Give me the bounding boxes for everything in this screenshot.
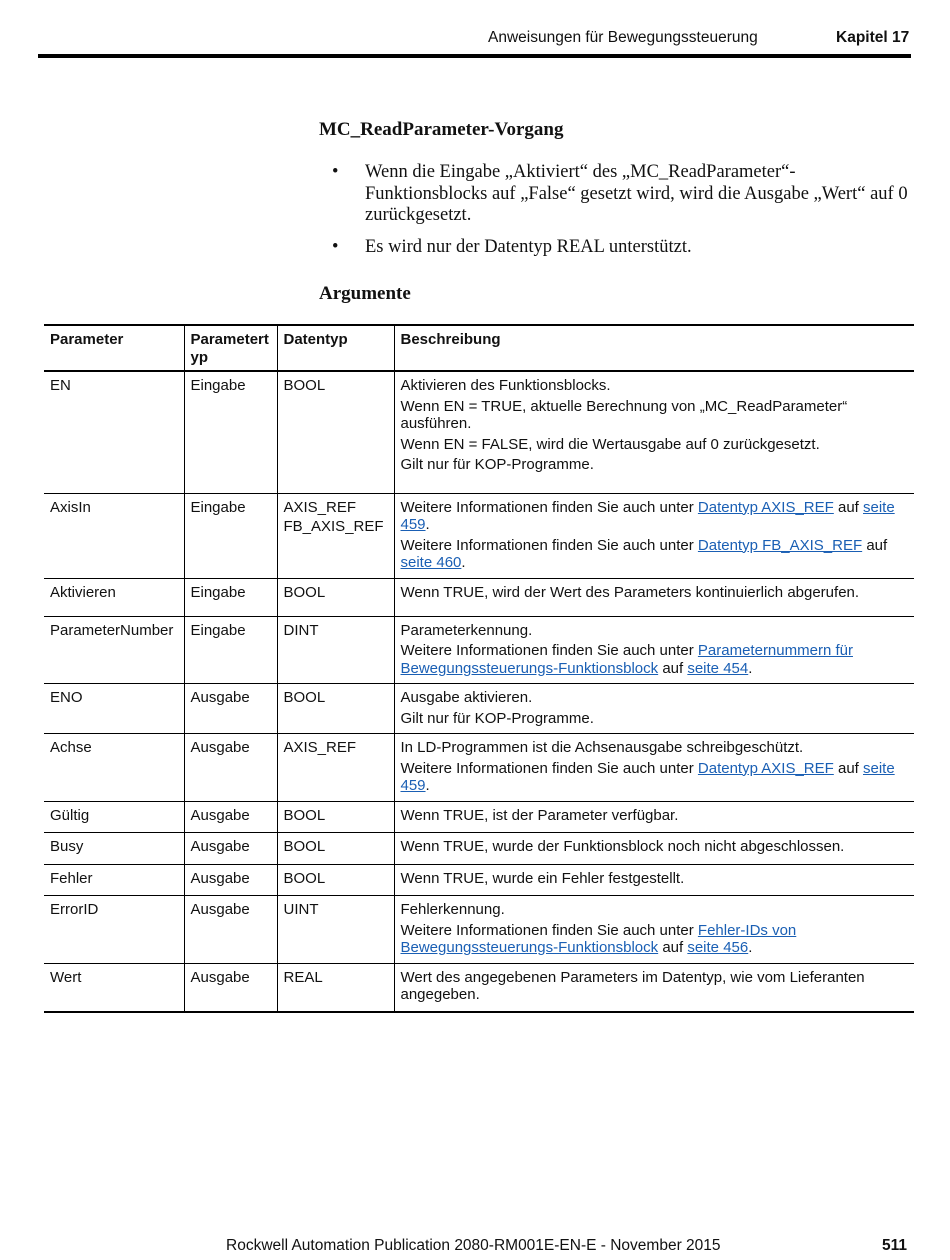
cross-reference-link[interactable]: seite 456 bbox=[687, 939, 749, 956]
datatype-value: DINT bbox=[283, 621, 319, 639]
table-row bbox=[44, 616, 914, 684]
table-row bbox=[44, 833, 914, 865]
description-line bbox=[401, 922, 909, 957]
cell-parametertyp: Ausgabe bbox=[184, 684, 277, 734]
cell-parameter: AxisIn bbox=[44, 493, 184, 578]
description-text: auf bbox=[833, 759, 863, 777]
description-text: Weitere Informationen finden Sie auch unter bbox=[400, 536, 698, 554]
cell-datentyp bbox=[277, 371, 394, 493]
datatype-value: AXIS_REF bbox=[283, 498, 357, 516]
cell-parameter: ParameterNumber bbox=[44, 616, 184, 684]
cell-parameter: ErrorID bbox=[44, 896, 184, 964]
description-text: Wenn EN = TRUE, aktuelle Berechnung von „MC_ReadParameter“ ausführen. bbox=[400, 397, 848, 432]
cross-reference-link[interactable]: Datentyp AXIS_REF bbox=[697, 759, 834, 777]
description-line bbox=[401, 622, 909, 640]
datatype-value: AXIS_REF bbox=[283, 739, 357, 756]
table-row bbox=[44, 963, 914, 1012]
cell-parameter: EN bbox=[44, 371, 184, 493]
description-text: Wenn TRUE, wurde ein Fehler festgestellt. bbox=[400, 869, 685, 887]
cell-parameter: Fehler bbox=[44, 864, 184, 896]
running-header-chapter: Kapitel 17 bbox=[836, 29, 910, 46]
cell-beschreibung bbox=[394, 833, 914, 865]
cell-beschreibung bbox=[394, 963, 914, 1012]
description-line bbox=[401, 537, 909, 572]
description-line bbox=[401, 969, 909, 1004]
description-line bbox=[401, 377, 909, 395]
cross-reference-link[interactable]: Datentyp FB_AXIS_REF bbox=[697, 536, 863, 554]
table-row bbox=[44, 371, 914, 493]
cross-reference-link[interactable]: Datentyp AXIS_REF bbox=[697, 498, 834, 516]
description-text: auf bbox=[658, 939, 688, 956]
description-text: auf bbox=[658, 659, 688, 677]
column-header-datentyp: Datentyp bbox=[277, 325, 394, 371]
table-row bbox=[44, 734, 914, 802]
table-row bbox=[44, 578, 914, 616]
cell-datentyp bbox=[277, 801, 394, 833]
datatype-value: BOOL bbox=[283, 869, 326, 887]
description-text: Aktivieren des Funktionsblocks. bbox=[400, 377, 611, 394]
description-text: Weitere Informationen finden Sie auch unter bbox=[400, 921, 698, 939]
column-header-parameter: Parameter bbox=[44, 325, 184, 371]
cell-parameter: Achse bbox=[44, 734, 184, 802]
footer-publication: Rockwell Automation Publication 2080-RM001E-EN-E - November 2015 bbox=[226, 1237, 721, 1254]
cell-parametertyp: Ausgabe bbox=[184, 833, 277, 865]
datatype-value: BOOL bbox=[283, 583, 326, 601]
description-text: Gilt nur für KOP-Programme. bbox=[400, 456, 594, 473]
bullet-dot: • bbox=[332, 236, 339, 257]
table-row bbox=[44, 864, 914, 896]
cell-parametertyp: Ausgabe bbox=[184, 864, 277, 896]
datatype-value: BOOL bbox=[283, 838, 326, 855]
cell-datentyp bbox=[277, 734, 394, 802]
description-text: . bbox=[425, 777, 430, 794]
description-line bbox=[401, 584, 909, 602]
cross-reference-link[interactable]: seite 459 bbox=[400, 498, 895, 533]
cell-parametertyp: Ausgabe bbox=[184, 896, 277, 964]
description-text: Wenn TRUE, ist der Parameter verfügbar. bbox=[400, 806, 679, 824]
cell-beschreibung bbox=[394, 734, 914, 802]
description-line bbox=[401, 901, 909, 919]
bullet-item bbox=[332, 162, 910, 227]
cell-beschreibung bbox=[394, 896, 914, 964]
cell-datentyp bbox=[277, 578, 394, 616]
description-text: . bbox=[461, 554, 466, 571]
description-text: . bbox=[748, 939, 753, 956]
cell-datentyp bbox=[277, 864, 394, 896]
description-text: Weitere Informationen finden Sie auch unter bbox=[400, 759, 698, 777]
description-text: Parameterkennung. bbox=[400, 621, 533, 639]
bullet-list bbox=[332, 162, 910, 268]
table-row bbox=[44, 896, 914, 964]
description-line bbox=[401, 689, 909, 707]
arguments-table bbox=[44, 324, 914, 1013]
description-text: Wenn EN = FALSE, wird die Wertausgabe auf 0 zurückgesetzt. bbox=[400, 435, 820, 453]
cell-parameter: ENO bbox=[44, 684, 184, 734]
cell-beschreibung bbox=[394, 684, 914, 734]
table-row bbox=[44, 684, 914, 734]
cell-parametertyp: Eingabe bbox=[184, 578, 277, 616]
header-rule bbox=[38, 54, 911, 58]
cell-parametertyp: Ausgabe bbox=[184, 801, 277, 833]
cell-beschreibung bbox=[394, 493, 914, 578]
cell-parametertyp: Eingabe bbox=[184, 371, 277, 493]
datatype-value: FB_AXIS_REF bbox=[283, 518, 384, 535]
datatype-value: BOOL bbox=[283, 689, 326, 706]
cell-beschreibung bbox=[394, 616, 914, 684]
page-number: 511 bbox=[882, 1237, 908, 1254]
description-text: . bbox=[748, 659, 753, 677]
cross-reference-link[interactable]: Fehler-IDs von Bewegungssteuerungs-Funktionsblock bbox=[400, 921, 797, 956]
cell-parametertyp: Ausgabe bbox=[184, 963, 277, 1012]
bullet-item bbox=[332, 237, 910, 259]
cross-reference-link[interactable]: seite 460 bbox=[400, 554, 462, 571]
description-line bbox=[401, 870, 909, 888]
running-header-section: Anweisungen für Bewegungssteuerung bbox=[488, 29, 758, 46]
description-line bbox=[401, 456, 909, 474]
section-title: MC_ReadParameter-Vorgang bbox=[319, 119, 564, 140]
cell-datentyp bbox=[277, 963, 394, 1012]
cell-parameter: Busy bbox=[44, 833, 184, 865]
cell-datentyp bbox=[277, 616, 394, 684]
description-line bbox=[401, 807, 909, 825]
description-text: Weitere Informationen finden Sie auch unter bbox=[400, 498, 698, 516]
arguments-title: Argumente bbox=[319, 283, 411, 304]
description-text: Ausgabe aktivieren. bbox=[400, 689, 533, 706]
description-text: auf bbox=[862, 536, 888, 554]
cell-parameter: Wert bbox=[44, 963, 184, 1012]
description-text: auf bbox=[833, 498, 863, 516]
datatype-value: UINT bbox=[283, 901, 319, 918]
table-row bbox=[44, 801, 914, 833]
cell-beschreibung bbox=[394, 801, 914, 833]
datatype-value: REAL bbox=[283, 968, 323, 986]
cross-reference-link[interactable]: Parameternummern für Bewegungssteuerungs-Funktionsblock bbox=[400, 642, 853, 677]
description-line bbox=[401, 499, 909, 534]
cross-reference-link[interactable]: seite 459 bbox=[400, 759, 895, 794]
description-text: Wenn TRUE, wird der Wert des Parameters kontinuierlich abgerufen. bbox=[400, 583, 860, 601]
cell-parametertyp: Eingabe bbox=[184, 493, 277, 578]
description-line bbox=[401, 760, 909, 795]
cell-beschreibung bbox=[394, 864, 914, 896]
cell-datentyp bbox=[277, 833, 394, 865]
description-line bbox=[401, 739, 909, 757]
cell-datentyp bbox=[277, 896, 394, 964]
table-header-row bbox=[44, 325, 914, 371]
cell-parametertyp: Eingabe bbox=[184, 616, 277, 684]
description-line bbox=[401, 398, 909, 433]
cell-parameter: Gültig bbox=[44, 801, 184, 833]
description-text: Fehlerkennung. bbox=[400, 901, 505, 918]
description-text: Gilt nur für KOP-Programme. bbox=[400, 709, 594, 727]
description-text: Wenn TRUE, wurde der Funktionsblock noch nicht abgeschlossen. bbox=[400, 838, 845, 855]
cell-beschreibung bbox=[394, 371, 914, 493]
table-body bbox=[44, 371, 914, 1012]
description-text: In LD-Programmen ist die Achsenausgabe schreibgeschützt. bbox=[400, 739, 804, 756]
description-line bbox=[401, 838, 909, 856]
column-header-parametertyp: Parametertyp bbox=[184, 325, 277, 371]
bullet-text: Es wird nur der Datentyp REAL unterstützt. bbox=[365, 236, 692, 257]
description-line bbox=[401, 710, 909, 728]
cell-parametertyp: Ausgabe bbox=[184, 734, 277, 802]
bullet-text: Wenn die Eingabe „Aktiviert“ des „MC_ReadParameter“-Funktionsblocks auf „False“ gesetzt wird, wird die Ausgabe „Wert“ auf 0 zurückgesetzt. bbox=[365, 162, 908, 225]
description-text: Wert des angegebenen Parameters im Datentyp, wie vom Lieferanten angegeben. bbox=[400, 968, 865, 1003]
table-row bbox=[44, 493, 914, 578]
column-header-beschreibung: Beschreibung bbox=[394, 325, 914, 371]
description-line bbox=[401, 642, 909, 677]
cell-datentyp bbox=[277, 493, 394, 578]
description-line bbox=[401, 436, 909, 454]
bullet-dot: • bbox=[332, 162, 339, 182]
datatype-value: BOOL bbox=[283, 377, 326, 394]
description-text: Weitere Informationen finden Sie auch unter bbox=[400, 642, 698, 659]
cell-parameter: Aktivieren bbox=[44, 578, 184, 616]
description-text: . bbox=[425, 516, 430, 533]
cell-datentyp bbox=[277, 684, 394, 734]
cell-beschreibung bbox=[394, 578, 914, 616]
cross-reference-link[interactable]: seite 454 bbox=[687, 659, 749, 677]
datatype-value: BOOL bbox=[283, 806, 326, 824]
